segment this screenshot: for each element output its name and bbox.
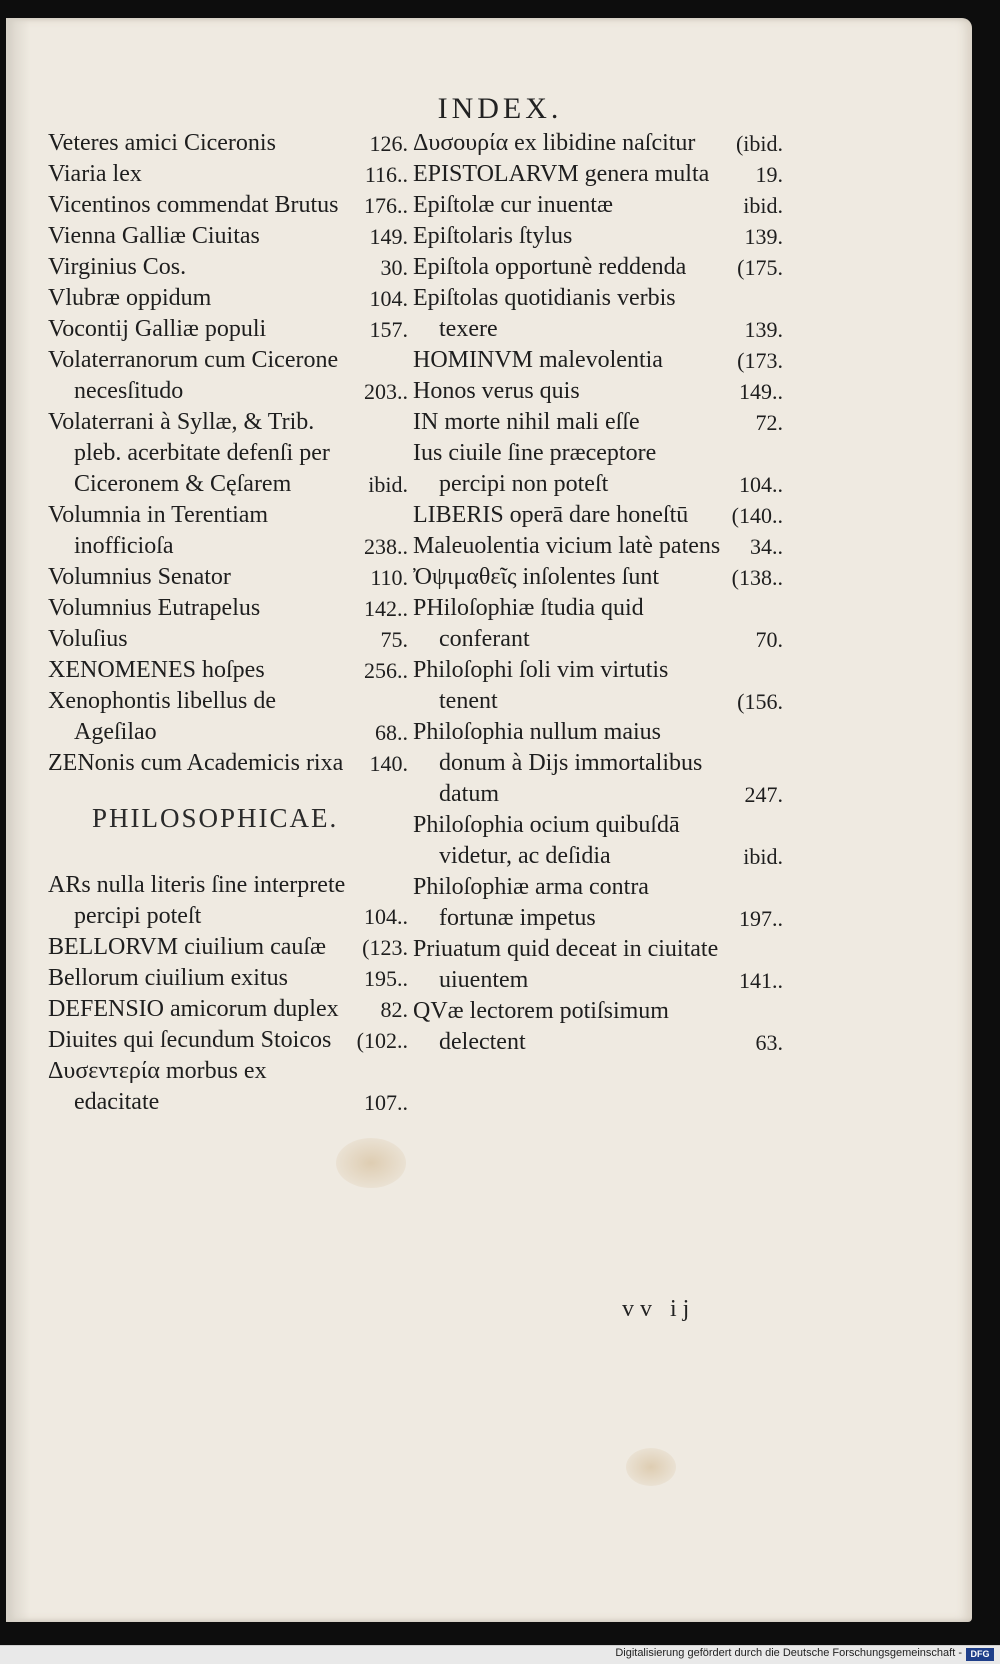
- entry-text: Philoſophi ſoli vim virtutis tenent: [413, 657, 669, 714]
- index-entry: [48, 1056, 408, 1118]
- entry-text: Viaria lex: [48, 161, 142, 187]
- entry-page-ref: 197..: [739, 906, 783, 931]
- entry-page-ref: 107..: [364, 1090, 408, 1115]
- entry-page-ref: (ibid.: [735, 131, 783, 156]
- index-entry: [48, 190, 408, 221]
- paper-stain: [336, 1138, 406, 1188]
- entry-page-ref: (138..: [731, 565, 783, 590]
- entry-page-ref: 70.: [755, 627, 783, 652]
- entry-text: XENOMENES hoſpes: [48, 657, 265, 683]
- entry-text: LIBERIS operā dare honeſtū: [413, 502, 689, 528]
- entry-page-ref: (156.: [737, 689, 783, 714]
- index-entry: [413, 190, 783, 221]
- signature-mark: vv ij: [622, 1296, 696, 1322]
- index-entry: [413, 996, 783, 1058]
- index-entry-list: [48, 870, 408, 1118]
- entry-text: Δυσεντερία morbus ex edacitate: [48, 1058, 267, 1115]
- entry-text: HOMINVM malevolentia: [413, 347, 663, 373]
- entry-page-ref: 203..: [364, 379, 408, 404]
- entry-text: Volumnius Senator: [48, 564, 231, 590]
- index-entry: [413, 872, 783, 934]
- entry-page-ref: 176..: [364, 193, 408, 218]
- entry-page-ref: 139.: [744, 317, 783, 342]
- index-entry: [48, 252, 408, 283]
- entry-page-ref: 75.: [380, 627, 408, 652]
- index-entry: [48, 870, 408, 932]
- index-entry: [413, 655, 783, 717]
- entry-text: Xenophontis libellus de Ageſilao: [48, 688, 276, 745]
- entry-text: Volaterrani à Syllæ, & Trib. pleb. acerbitate defenſi per Ciceronem & Cęſarem: [48, 409, 330, 497]
- right-column: [413, 128, 783, 1058]
- entry-text: Epiſtolaris ſtylus: [413, 223, 573, 249]
- footer-text: Digitalisierung gefördert durch die Deutsche Forschungsgemeinschaft -: [615, 1647, 962, 1659]
- entry-text: Vicentinos commendat Brutus: [48, 192, 339, 218]
- entry-page-ref: 34..: [750, 534, 783, 559]
- index-entry: [413, 717, 783, 810]
- entry-text: Ὀψιμαθεῖς inſolentes ſunt: [413, 564, 660, 590]
- entry-page-ref: 72.: [755, 410, 783, 435]
- entry-text: Volaterranorum cum Cicerone necesſitudo: [48, 347, 339, 404]
- entry-page-ref: 238..: [364, 534, 408, 559]
- entry-page-ref: (102..: [356, 1028, 408, 1053]
- index-entry: [413, 128, 783, 159]
- entry-text: Virginius Cos.: [48, 254, 187, 280]
- index-entry: [413, 934, 783, 996]
- index-entry: [413, 252, 783, 283]
- entry-text: Volumnius Eutrapelus: [48, 595, 261, 621]
- entry-page-ref: 149.: [369, 224, 408, 249]
- entry-page-ref: 126.: [369, 131, 408, 156]
- entry-text: ARs nulla literis ſine interprete percipi poteſt: [48, 872, 346, 929]
- entry-page-ref: (123.: [362, 935, 408, 960]
- index-entry: [413, 376, 783, 407]
- index-entry: [48, 562, 408, 593]
- index-entry: [48, 221, 408, 252]
- dfg-logo: DFG: [966, 1648, 994, 1661]
- index-entry: [48, 500, 408, 562]
- entry-text: Priuatum quid deceat in ciuitate uiuentem: [413, 936, 719, 993]
- entry-page-ref: 247.: [744, 782, 783, 807]
- entry-page-ref: 104..: [739, 472, 783, 497]
- index-entry: [48, 159, 408, 190]
- entry-text: IN morte nihil mali eſſe: [413, 409, 640, 435]
- entry-page-ref: 157.: [369, 317, 408, 342]
- entry-text: Δυσουρία ex libidine naſcitur: [413, 130, 696, 156]
- entry-page-ref: 104.: [369, 286, 408, 311]
- entry-page-ref: 256..: [364, 658, 408, 683]
- entry-page-ref: 82.: [380, 997, 408, 1022]
- entry-text: Volumnia in Terentiam inofficioſa: [48, 502, 269, 559]
- index-entry: [48, 128, 408, 159]
- entry-text: BELLORVM ciuilium cauſæ: [48, 934, 327, 960]
- index-entry: [413, 345, 783, 376]
- entry-text: Vlubræ oppidum: [48, 285, 212, 311]
- entry-text: Voluſius: [48, 626, 128, 652]
- entry-text: Vocontij Galliæ populi: [48, 316, 267, 342]
- entry-page-ref: (175.: [737, 255, 783, 280]
- index-entry: [48, 748, 408, 779]
- entry-page-ref: 141..: [739, 968, 783, 993]
- index-entry: [413, 562, 783, 593]
- entry-page-ref: 195..: [364, 966, 408, 991]
- index-entry: [48, 655, 408, 686]
- entry-page-ref: 30.: [380, 255, 408, 280]
- entry-text: Epiſtolæ cur inuentæ: [413, 192, 613, 218]
- index-entry: [48, 283, 408, 314]
- index-entry: [413, 810, 783, 872]
- entry-text: Honos verus quis: [413, 378, 580, 404]
- footer-bar: [0, 1645, 1000, 1664]
- entry-page-ref: 63.: [755, 1030, 783, 1055]
- entry-page-ref: 104..: [364, 904, 408, 929]
- index-entry: [413, 283, 783, 345]
- section-title: PHILOSOPHICAE.: [92, 803, 339, 833]
- index-entry: [48, 686, 408, 748]
- entry-text: Diuites qui ſecundum Stoicos: [48, 1027, 332, 1053]
- entry-text: Vienna Galliæ Ciuitas: [48, 223, 260, 249]
- index-entry: [48, 624, 408, 655]
- index-entry-list: [48, 128, 408, 779]
- entry-page-ref: ibid.: [368, 472, 408, 497]
- entry-page-ref: 142..: [364, 596, 408, 621]
- index-entry: [48, 963, 408, 994]
- entry-text: Philoſophiæ arma contra fortunæ impetus: [413, 874, 649, 931]
- index-entry: [48, 593, 408, 624]
- entry-page-ref: 140.: [369, 751, 408, 776]
- entry-page-ref: 149..: [739, 379, 783, 404]
- entry-page-ref: 19.: [755, 162, 783, 187]
- entry-text: Ius ciuile ſine præceptore percipi non poteſt: [413, 440, 657, 497]
- left-column: [48, 128, 408, 1118]
- entry-page-ref: 139.: [744, 224, 783, 249]
- index-entry: [413, 438, 783, 500]
- entry-page-ref: (173.: [737, 348, 783, 373]
- entry-text: EPISTOLARVM genera multa: [413, 161, 710, 187]
- index-entry: [48, 314, 408, 345]
- index-entry: [413, 593, 783, 655]
- entry-text: PHiloſophiæ ſtudia quid conferant: [413, 595, 644, 652]
- index-entry: [48, 932, 408, 963]
- entry-page-ref: ibid.: [743, 193, 783, 218]
- entry-text: Philoſophia nullum maius donum à Dijs immortalibus datum: [413, 719, 703, 807]
- entry-text: QVæ lectorem potiſsimum delectent: [413, 998, 669, 1055]
- index-entry: [413, 500, 783, 531]
- index-entry: [413, 159, 783, 190]
- entry-page-ref: 110.: [370, 565, 408, 590]
- index-entry: [413, 531, 783, 562]
- index-entry: [48, 1025, 408, 1056]
- index-entry: [48, 345, 408, 407]
- index-entry-list: [413, 128, 783, 1058]
- entry-text: Veteres amici Ciceronis: [48, 130, 276, 156]
- entry-text: ZENonis cum Academicis rixa: [48, 750, 344, 776]
- entry-text: Philoſophia ocium quibuſdā videtur, ac deſidia: [413, 812, 680, 869]
- entry-text: Epiſtola opportunè reddenda: [413, 254, 687, 280]
- entry-page-ref: (140..: [731, 503, 783, 528]
- index-entry: [48, 994, 408, 1025]
- entry-page-ref: ibid.: [743, 844, 783, 869]
- entry-text: DEFENSIO amicorum duplex: [48, 996, 339, 1022]
- entry-page-ref: 116..: [364, 162, 408, 187]
- page-header: INDEX.: [437, 92, 563, 125]
- entry-text: Epiſtolas quotidianis verbis texere: [413, 285, 676, 342]
- index-entry: [48, 407, 408, 500]
- index-entry: [413, 407, 783, 438]
- index-entry: [413, 221, 783, 252]
- entry-page-ref: 68..: [375, 720, 408, 745]
- entry-text: Bellorum ciuilium exitus: [48, 965, 288, 991]
- entry-text: Maleuolentia vicium latè patens: [413, 533, 721, 559]
- paper-stain: [626, 1448, 676, 1486]
